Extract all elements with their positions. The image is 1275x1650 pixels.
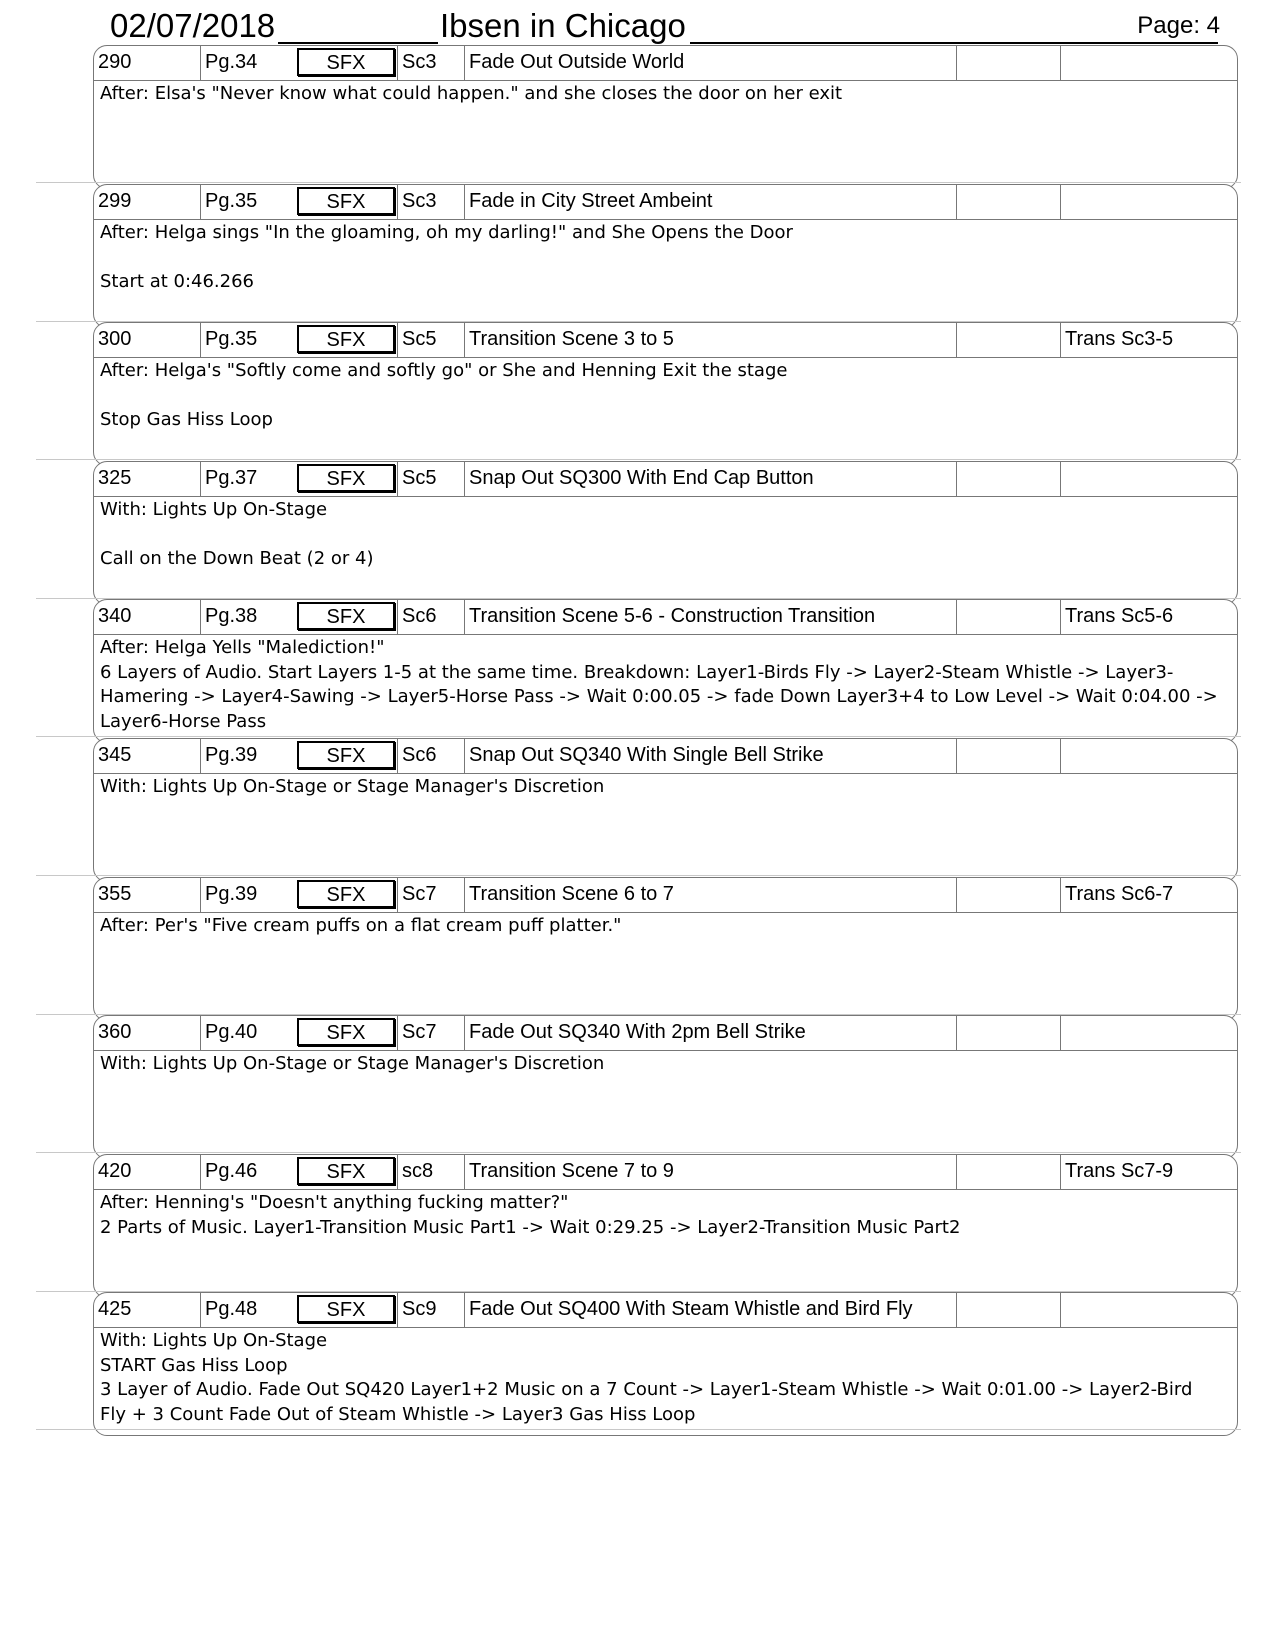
cue-notes — [100, 1191, 1229, 1265]
cue-card — [93, 1015, 1238, 1159]
cue-scene: Sc5 — [397, 323, 464, 357]
page-header — [110, 4, 1220, 46]
cue-script-page: Pg.35 — [200, 323, 295, 357]
cue-number: 300 — [98, 328, 132, 350]
cue-description: Snap Out SQ340 With Single Bell Strike — [464, 739, 956, 773]
cue-note-line: With: Lights Up On-Stage — [100, 1330, 328, 1351]
cue-description: Fade Out SQ400 With Steam Whistle and Bird Fly — [464, 1293, 956, 1327]
cue-note-line: After: Per's "Five cream puffs on a flat cream puff platter." — [100, 915, 622, 936]
cue-divider — [36, 1429, 1241, 1430]
cue-description: Fade Out SQ340 With 2pm Bell Strike — [464, 1016, 956, 1050]
cue-note-line — [100, 800, 1229, 825]
cue-transition — [1060, 462, 1237, 496]
cue-note-line: Layer6-Horse Pass — [100, 710, 267, 732]
cue-number: 290 — [98, 51, 132, 73]
cue-empty-cell — [956, 185, 1060, 219]
cue-transition — [1060, 739, 1237, 773]
cue-script-page: Pg.39 — [200, 739, 295, 773]
cue-script-page: Pg.34 — [200, 46, 295, 80]
cue-script-page: Pg.48 — [200, 1293, 295, 1327]
cue-note-line: With: Lights Up On-Stage or Stage Manager's Discretion — [100, 776, 605, 797]
cue-script-page: Pg.37 — [200, 462, 295, 496]
cue-header-row — [94, 462, 1237, 497]
cue-card — [93, 599, 1238, 743]
cue-note-line: After: Helga Yells "Malediction!" — [100, 637, 385, 658]
cue-card — [93, 877, 1238, 1021]
cue-divider — [36, 459, 1241, 460]
cue-description: Fade in City Street Ambeint — [464, 185, 956, 219]
cue-header-row — [94, 185, 1237, 220]
cue-note-line — [100, 384, 1229, 409]
cue-number: 425 — [98, 1298, 132, 1320]
cue-note-line: After: Helga's "Softly come and softly go" or She and Henning Exit the stage — [100, 360, 788, 381]
cue-script-page: Pg.38 — [200, 600, 295, 634]
cue-scene: Sc9 — [397, 1293, 464, 1327]
cue-notes — [100, 498, 1229, 572]
cue-type-badge: SFX — [297, 741, 395, 769]
cue-divider — [36, 182, 1241, 183]
cue-empty-cell — [956, 462, 1060, 496]
cue-header-row — [94, 600, 1237, 635]
cue-header-row — [94, 323, 1237, 358]
cue-header-row — [94, 1016, 1237, 1051]
cue-card — [93, 1154, 1238, 1298]
cue-number: 299 — [98, 190, 132, 212]
cue-header-row — [94, 46, 1237, 81]
cue-note-line — [100, 246, 1229, 271]
cue-note-line: After: Henning's "Doesn't anything fucking matter?" — [100, 1192, 569, 1213]
cue-note-line — [100, 1077, 1229, 1102]
cue-note-line: 2 Parts of Music. Layer1-Transition Music Part1 -> Wait 0:29.25 -> Layer2-Transition Music Part2 — [100, 1216, 961, 1238]
cue-header-row — [94, 878, 1237, 913]
cue-card — [93, 45, 1238, 189]
cue-type-badge: SFX — [297, 48, 395, 76]
cue-scene: Sc7 — [397, 878, 464, 912]
cue-type-badge: SFX — [297, 880, 395, 908]
cue-empty-cell — [956, 739, 1060, 773]
cue-notes — [100, 636, 1229, 734]
cue-description: Snap Out SQ300 With End Cap Button — [464, 462, 956, 496]
cue-note-line: With: Lights Up On-Stage — [100, 499, 328, 520]
cue-description: Transition Scene 7 to 9 — [464, 1155, 956, 1189]
cue-card — [93, 461, 1238, 605]
cue-scene: sc8 — [397, 1155, 464, 1189]
cue-note-line — [100, 1101, 1229, 1126]
cue-description: Transition Scene 3 to 5 — [464, 323, 956, 357]
cue-note-line: START Gas Hiss Loop — [100, 1354, 288, 1376]
cue-type-badge: SFX — [297, 464, 395, 492]
header-title: Ibsen in Chicago — [440, 7, 686, 44]
cue-type-badge: SFX — [297, 1018, 395, 1046]
cue-transition: Trans Sc7-9 — [1060, 1155, 1237, 1189]
cue-transition — [1060, 1293, 1237, 1327]
cue-script-page: Pg.39 — [200, 878, 295, 912]
cue-note-line: After: Elsa's "Never know what could happen." and she closes the door on her exit — [100, 83, 843, 104]
cue-empty-cell — [956, 1016, 1060, 1050]
cue-scene: Sc5 — [397, 462, 464, 496]
cue-script-page: Pg.40 — [200, 1016, 295, 1050]
cue-empty-cell — [956, 323, 1060, 357]
cue-note-line: Stop Gas Hiss Loop — [100, 409, 273, 430]
cue-header-row — [94, 1293, 1237, 1328]
cue-transition — [1060, 185, 1237, 219]
cue-notes — [100, 359, 1229, 433]
cue-scene: Sc3 — [397, 46, 464, 80]
cue-number: 325 — [98, 467, 132, 489]
cue-empty-cell — [956, 600, 1060, 634]
cue-header-row — [94, 739, 1237, 774]
cue-notes — [100, 82, 1229, 156]
cue-note-line — [100, 107, 1229, 132]
cue-scene: Sc6 — [397, 600, 464, 634]
cue-note-line — [100, 131, 1229, 156]
cue-note-line: Fly + 3 Count Fade Out of Steam Whistle -> Layer3 Gas Hiss Loop — [100, 1403, 696, 1425]
cue-transition — [1060, 46, 1237, 80]
cue-transition: Trans Sc5-6 — [1060, 600, 1237, 634]
cue-number: 345 — [98, 744, 132, 766]
cue-scene: Sc7 — [397, 1016, 464, 1050]
cue-divider — [36, 875, 1241, 876]
cue-number: 360 — [98, 1021, 132, 1043]
cue-note-line: After: Helga sings "In the gloaming, oh my darling!" and She Opens the Door — [100, 222, 793, 243]
cue-note-line: Call on the Down Beat (2 or 4) — [100, 548, 374, 569]
header-rule — [278, 42, 438, 44]
cue-note-line — [100, 824, 1229, 849]
cue-transition: Trans Sc6-7 — [1060, 878, 1237, 912]
cue-note-line — [100, 939, 1229, 964]
cue-script-page: Pg.35 — [200, 185, 295, 219]
cue-note-line: With: Lights Up On-Stage or Stage Manager's Discretion — [100, 1053, 605, 1074]
cue-number: 340 — [98, 605, 132, 627]
cue-transition — [1060, 1016, 1237, 1050]
cue-type-badge: SFX — [297, 1295, 395, 1323]
cue-description: Transition Scene 6 to 7 — [464, 878, 956, 912]
cue-empty-cell — [956, 1293, 1060, 1327]
cue-type-badge: SFX — [297, 325, 395, 353]
cue-empty-cell — [956, 1155, 1060, 1189]
cue-note-line: Hamering -> Layer4-Sawing -> Layer5-Horse Pass -> Wait 0:00.05 -> fade Down Layer3+4 to Low Level -> Wait 0:04.00 -> — [100, 686, 1218, 707]
cue-number: 355 — [98, 883, 132, 905]
header-rule — [690, 42, 1218, 44]
cue-note-line — [100, 963, 1229, 988]
cue-empty-cell — [956, 878, 1060, 912]
cue-divider — [36, 736, 1241, 737]
header-page-number: Page: 4 — [1137, 12, 1220, 39]
cue-notes — [100, 914, 1229, 988]
cue-notes — [100, 775, 1229, 849]
cue-script-page: Pg.46 — [200, 1155, 295, 1189]
cue-notes — [100, 1329, 1229, 1427]
cue-number: 420 — [98, 1160, 132, 1182]
cue-card — [93, 322, 1238, 466]
cue-note-line: 6 Layers of Audio. Start Layers 1-5 at the same time. Breakdown: Layer1-Birds Fly -> Layer2-Steam Whistle -> Layer3- — [100, 661, 1174, 683]
cue-note-line — [100, 1240, 1229, 1265]
cue-card — [93, 1292, 1238, 1436]
cue-type-badge: SFX — [297, 1157, 395, 1185]
cue-divider — [36, 1152, 1241, 1153]
cue-transition: Trans Sc3-5 — [1060, 323, 1237, 357]
cue-header-row — [94, 1155, 1237, 1190]
cue-scene: Sc6 — [397, 739, 464, 773]
cue-description: Fade Out Outside World — [464, 46, 956, 80]
cue-description: Transition Scene 5-6 - Construction Transition — [464, 600, 956, 634]
cue-notes — [100, 1052, 1229, 1126]
cue-card — [93, 738, 1238, 882]
cue-notes — [100, 221, 1229, 295]
header-date: 02/07/2018 — [110, 7, 276, 44]
cue-type-badge: SFX — [297, 187, 395, 215]
cue-note-line: Start at 0:46.266 — [100, 271, 255, 292]
cue-note-line: 3 Layer of Audio. Fade Out SQ420 Layer1+2 Music on a 7 Count -> Layer1-Steam Whistle -> Wait 0:01.00 -> Layer2-Bird — [100, 1379, 1193, 1400]
cue-card — [93, 184, 1238, 328]
cue-scene: Sc3 — [397, 185, 464, 219]
cue-note-line — [100, 523, 1229, 548]
cue-empty-cell — [956, 46, 1060, 80]
cue-type-badge: SFX — [297, 602, 395, 630]
